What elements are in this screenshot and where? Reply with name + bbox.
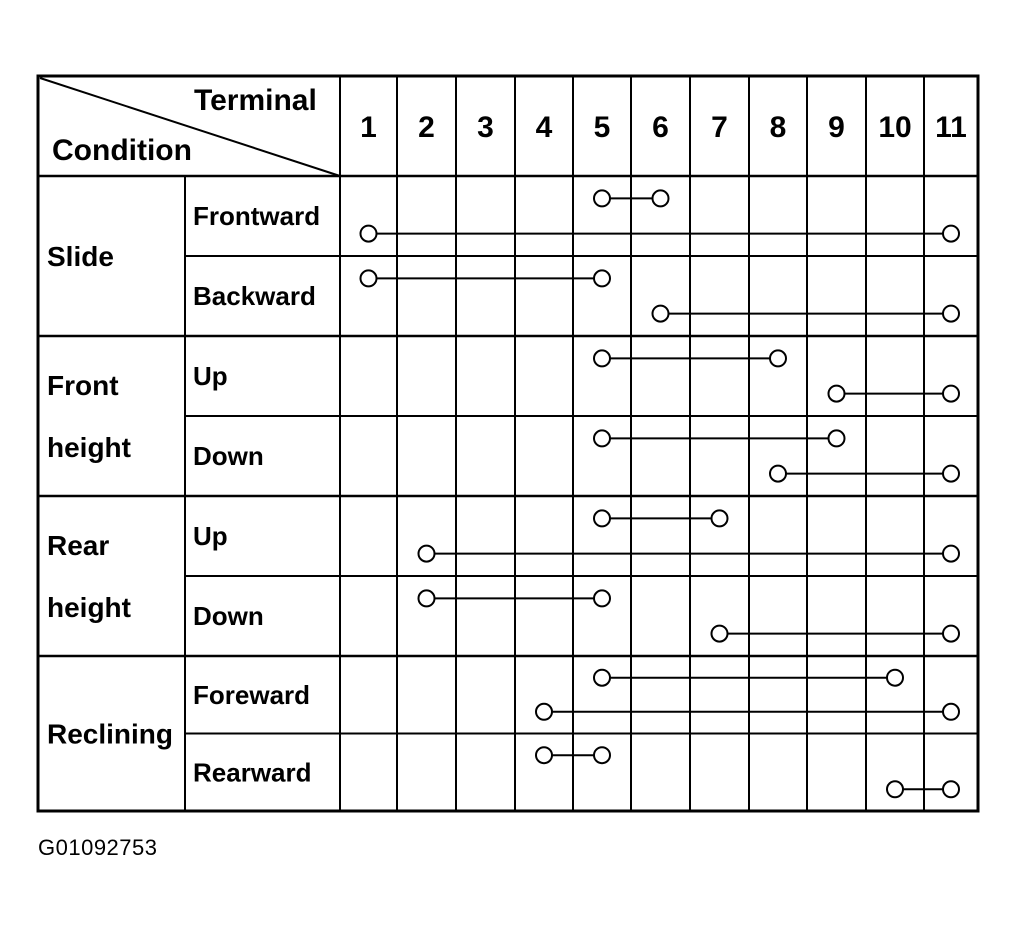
terminal-connection-point	[653, 190, 669, 206]
terminal-connection-point	[770, 350, 786, 366]
table-header	[40, 78, 340, 176]
mode-label: Up	[193, 521, 228, 551]
terminal-connection-point	[594, 510, 610, 526]
condition-header-label: Condition	[52, 134, 192, 167]
terminal-connection-point	[419, 546, 435, 562]
mode-label: Up	[193, 361, 228, 391]
terminal-connection-point	[594, 670, 610, 686]
mode-label: Foreward	[193, 679, 311, 710]
condition-name-label: height	[47, 592, 131, 623]
terminal-number-label: 6	[652, 111, 669, 144]
terminal-connection-point	[594, 350, 610, 366]
terminal-connection-point	[943, 226, 959, 242]
terminal-number-label: 2	[418, 111, 435, 144]
terminal-connection-point	[943, 704, 959, 720]
condition-name-label: height	[47, 432, 131, 463]
condition-name-label: Front	[47, 370, 119, 401]
terminal-connection-point	[712, 626, 728, 642]
mode-label: Frontward	[193, 201, 321, 231]
terminal-connection-point	[419, 590, 435, 606]
terminal-connection-point	[653, 306, 669, 322]
terminal-connection-point	[770, 466, 786, 482]
terminal-number-label: 9	[828, 111, 845, 144]
terminal-connection-point	[361, 226, 377, 242]
terminal-connection-point	[943, 781, 959, 797]
mode-label: Down	[193, 601, 264, 631]
terminal-number-label: 4	[535, 111, 553, 144]
terminal-number-label: 1	[360, 111, 377, 144]
terminal-number-label: 10	[878, 111, 912, 144]
condition-name-label: Rear	[47, 530, 110, 561]
terminal-connection-point	[594, 747, 610, 763]
terminal-connection-point	[594, 430, 610, 446]
terminal-connection-point	[829, 430, 845, 446]
terminal-connection-point	[594, 190, 610, 206]
mode-label: Backward	[193, 281, 316, 311]
terminal-number-label: 11	[935, 111, 967, 144]
condition-name-label: Reclining	[47, 718, 174, 750]
terminal-connection-point	[943, 306, 959, 322]
terminal-connection-point	[536, 747, 552, 763]
terminal-connection-point	[594, 590, 610, 606]
terminal-number-label: 7	[711, 111, 728, 144]
terminal-header-label: Terminal	[194, 84, 317, 117]
figure-id: G01092753	[38, 835, 158, 860]
terminal-connection-point	[712, 510, 728, 526]
terminal-connection-point	[536, 704, 552, 720]
terminal-connection-point	[943, 546, 959, 562]
terminal-number-label: 8	[769, 111, 787, 144]
terminal-number-label: 3	[477, 111, 494, 144]
terminal-connection-point	[361, 270, 377, 286]
condition-name-label: Slide	[47, 241, 114, 272]
connections	[361, 190, 960, 797]
terminal-connection-point	[943, 386, 959, 402]
mode-labels	[193, 201, 320, 787]
terminal-connection-point	[887, 670, 903, 686]
terminal-labels	[360, 111, 967, 144]
mode-label: Down	[193, 441, 264, 471]
terminal-connection-point	[943, 626, 959, 642]
mode-label: Rearward	[193, 757, 312, 788]
terminal-connection-point	[594, 270, 610, 286]
terminal-connection-point	[943, 466, 959, 482]
terminal-number-label: 5	[593, 111, 611, 144]
terminal-connection-point	[887, 781, 903, 797]
terminal-connection-point	[829, 386, 845, 402]
